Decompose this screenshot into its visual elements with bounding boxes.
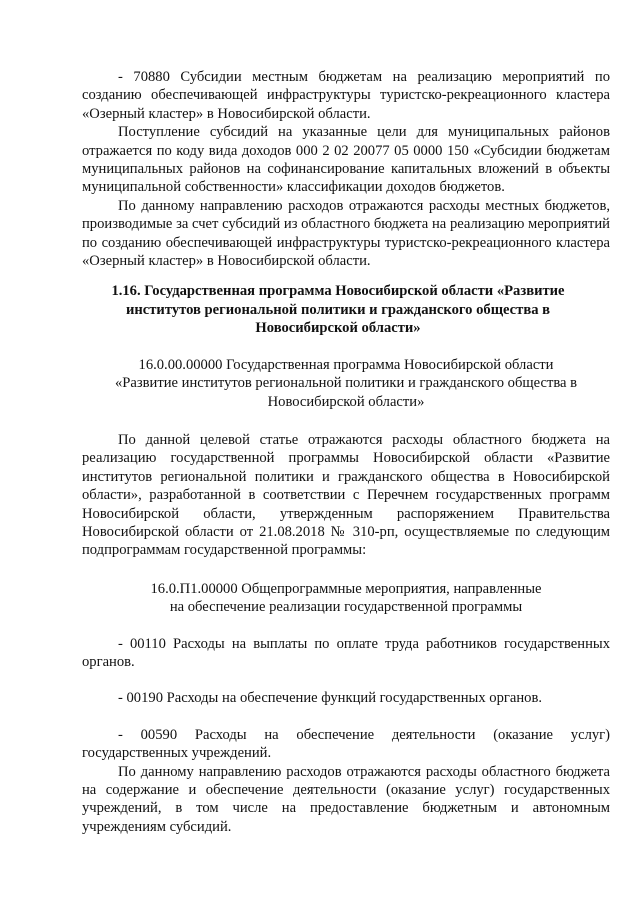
subprogram-line-1: 16.0.П1.00000 Общепрограммные мероприятия, направленные: [150, 580, 542, 597]
subprogram-line-2: на обеспечение реализации государственной программы: [169, 599, 523, 616]
section-heading: [82, 282, 610, 337]
target-article-heading: [82, 356, 610, 411]
section-heading-line-1: 1.16. Государственная программа Новосибирской области «Развитие: [111, 283, 565, 300]
paragraph-institutions-expenses: По данному направлению расходов отражаются расходы областного бюджета на содержание и обеспечение деятельности (оказание услуг) государственных учреждений, в том числе на предоставление бюджетным и автономным учреждениям субсидий.: [82, 763, 610, 835]
paragraph-00190: - 00190 Расходы на обеспечение функций государственных органов.: [118, 690, 543, 707]
paragraph-subsidy-income: Поступление субсидий на указанные цели для муниципальных районов отражается по коду вида доходов 000 2 02 20077 05 0000 150 «Субсидии бюджетам муниципальных районов на софинансирование капитальных вложений в объекты муниципальной собственности» классификации доходов бюджетов.: [82, 124, 610, 196]
target-article-line-3: Новосибирской области»: [267, 393, 425, 410]
target-article-line-2: «Развитие институтов региональной политики и гражданского общества в: [114, 375, 578, 392]
section-heading-line-3: Новосибирской области»: [255, 320, 421, 337]
paragraph-00590: - 00590 Расходы на обеспечение деятельности (оказание услуг) государственных учреждений.: [82, 726, 610, 762]
document-page: [82, 68, 610, 836]
paragraph-local-budget-expenses: По данному направлению расходов отражаются расходы местных бюджетов, производимые за счет субсидий из областного бюджета на реализацию мероприятий по созданию обеспечивающей инфраструктуры туристско-рекреационного кластера «Озерный кластер» в Новосибирской области.: [82, 197, 610, 270]
paragraph-target-article-description: По данной целевой статье отражаются расходы областного бюджета на реализацию государственной программы Новосибирской области «Развитие институтов региональной политики и гражданского общества в Новосибирской области», разработанной в соответствии с Перечнем государственных программ Новосибирской области, утвержденным распоряжением Правительства Новосибирской области от 21.08.2018 № 310-рп, осуществляемые по следующим подпрограммам государственной программы:: [82, 431, 610, 559]
target-article-line-1: 16.0.00.00000 Государственная программа Новосибирской области: [138, 356, 554, 373]
section-heading-line-2: институтов региональной политики и гражданского общества в: [125, 301, 551, 318]
paragraph-70880: - 70880 Субсидии местным бюджетам на реализацию мероприятий по созданию обеспечивающей инфраструктуры туристско-рекреационного кластера «Озерный кластер» в Новосибирской области.: [82, 69, 610, 122]
paragraph-00110: - 00110 Расходы на выплаты по оплате труда работников государственных органов.: [82, 635, 610, 670]
subprogram-heading: [82, 580, 610, 617]
